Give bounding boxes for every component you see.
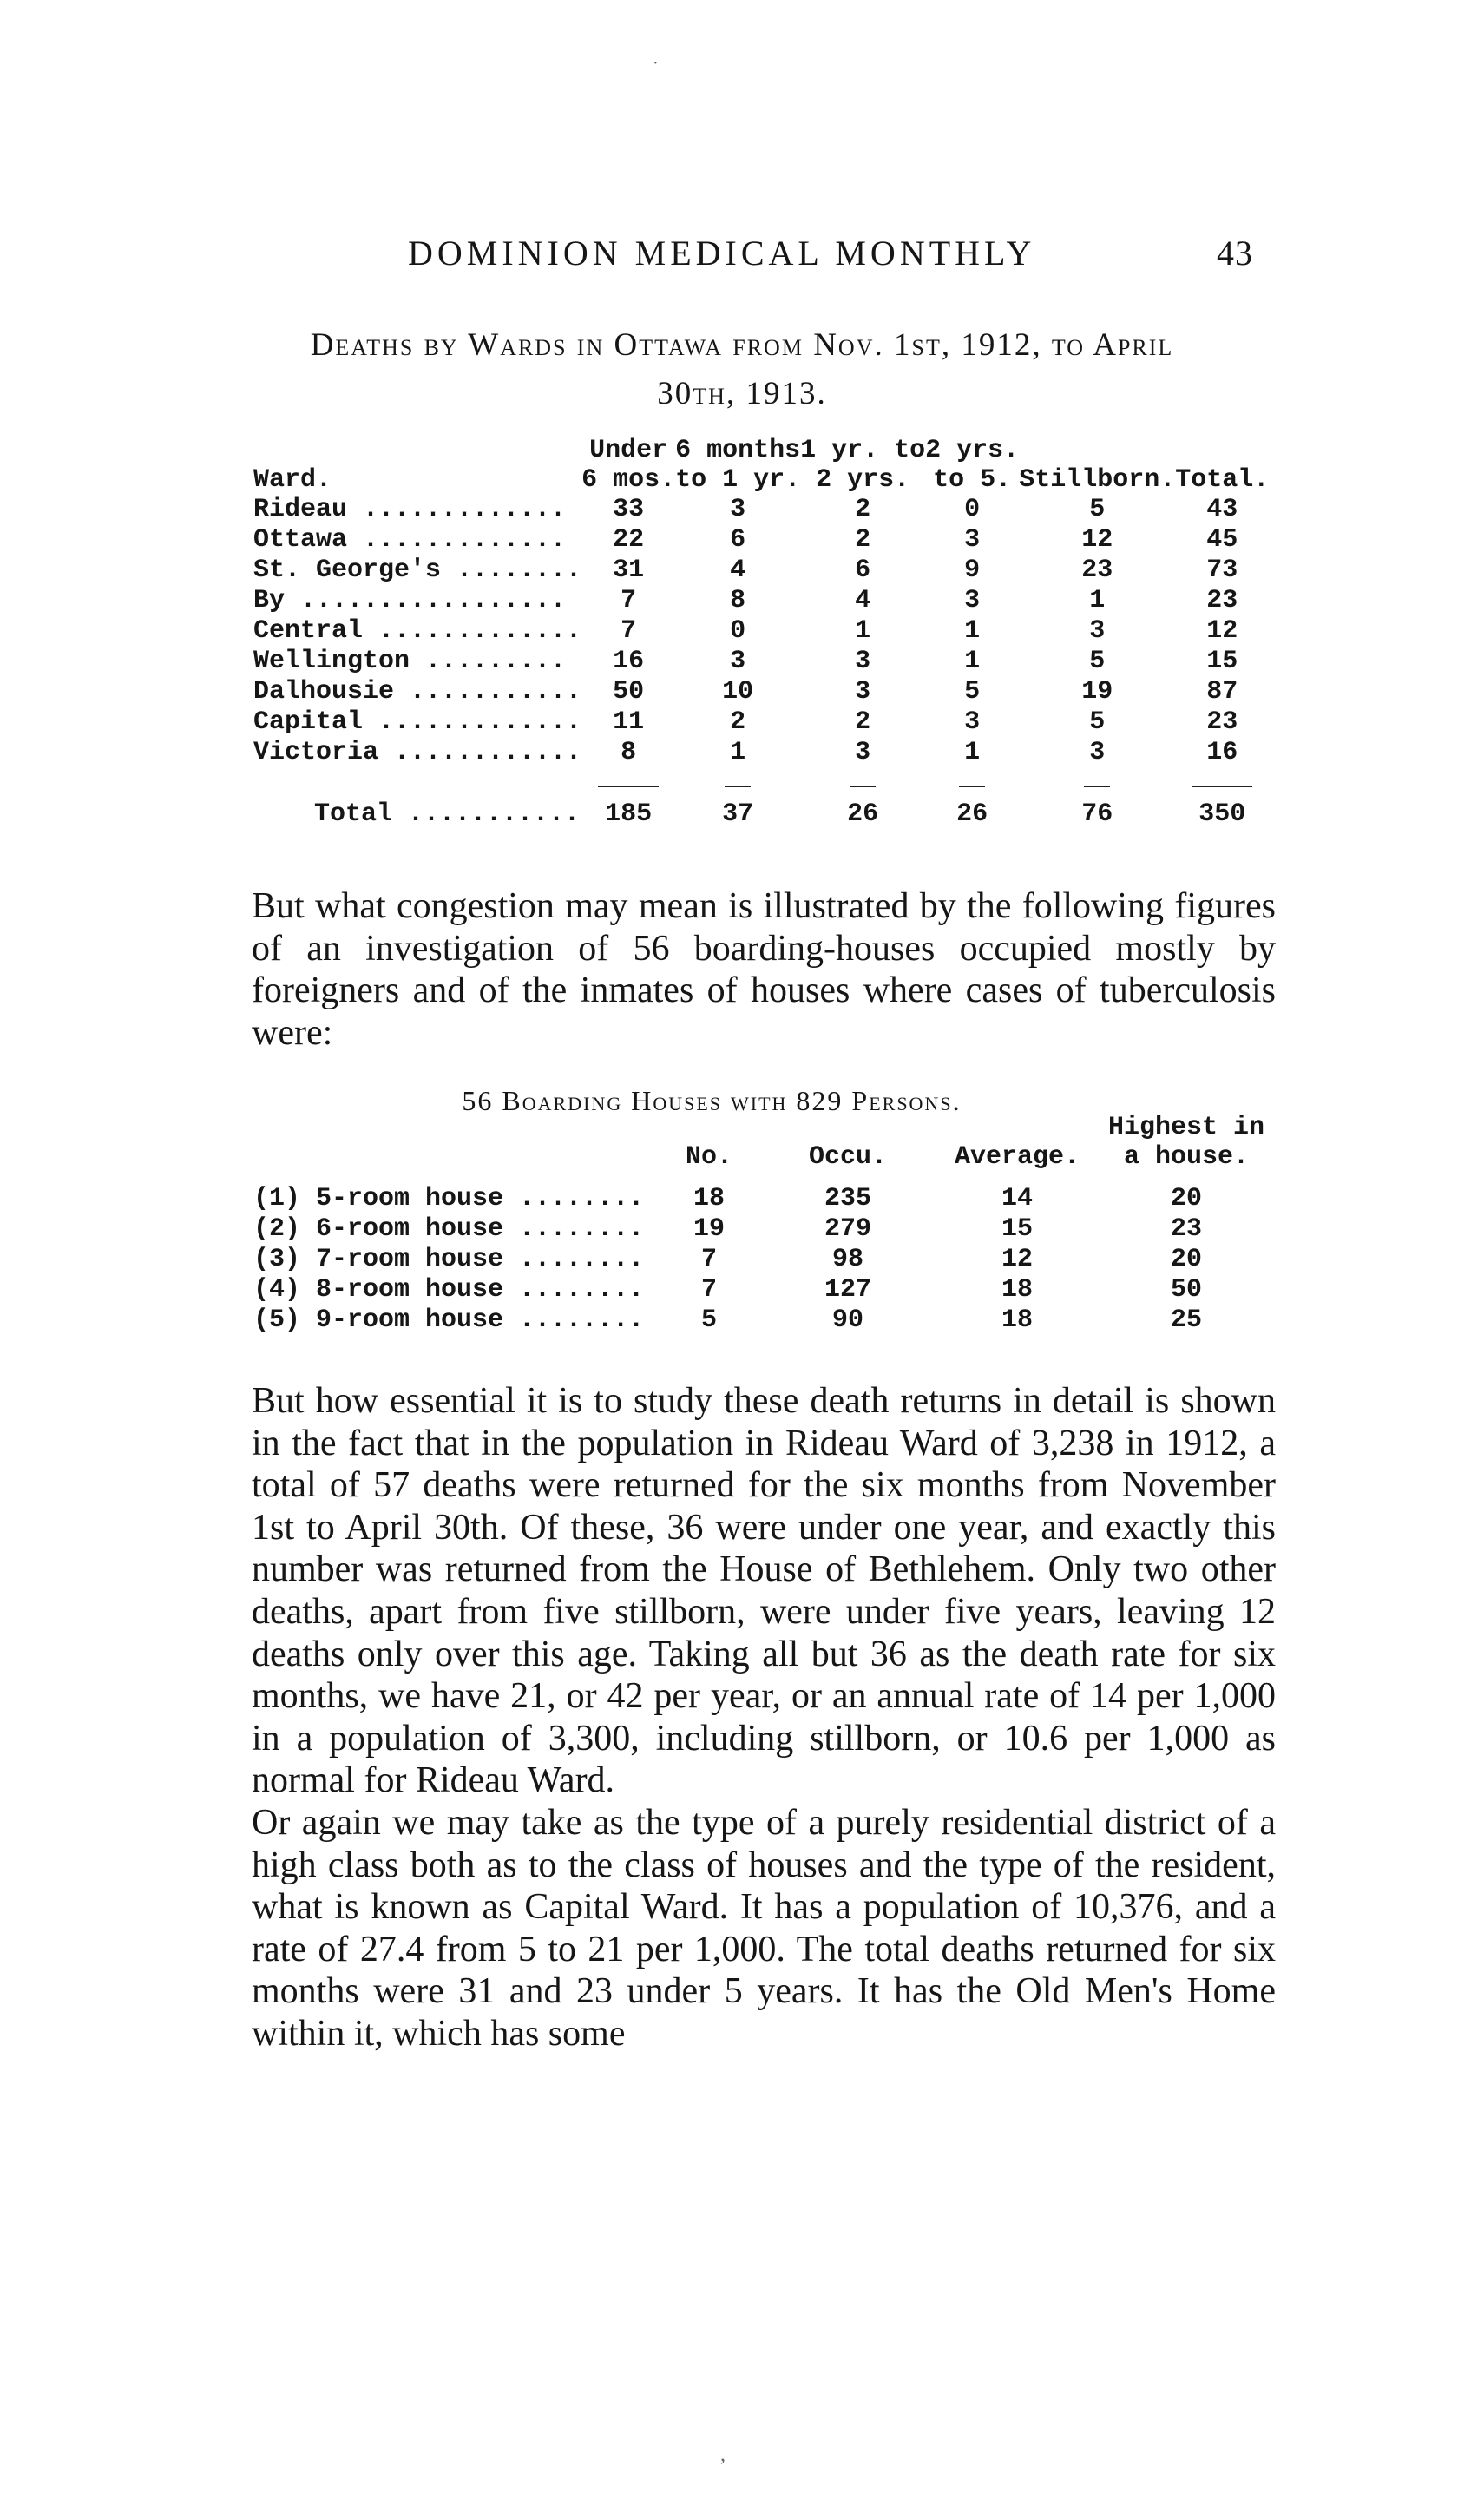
header-2yrs-line1: 2 yrs. [925,436,1020,465]
cell-stillborn: 1 [1089,586,1106,615]
table-row [253,1214,1277,1245]
header-2yrs-line2: to 5. [933,465,1012,495]
header-under-line1: Under [589,436,668,465]
cell-to5: 1 [964,616,981,646]
journal-title: DOMINION MEDICAL MONTHLY [408,233,1036,273]
cell-to5: 5 [964,677,981,707]
cell-under6: 50 [613,677,645,707]
ward-name: Ottawa ............. [253,525,567,555]
cell-total: 73 [1206,556,1238,585]
total-rule-row [253,768,1269,794]
table2-header-row2 [253,1142,1277,1172]
cell-stillborn: 5 [1089,647,1106,676]
paragraph-capital-ward: Or again we may take as the type of a purely residential district of a high class both as to the class of houses and the type of the resident, what is known as Capital Ward. It has a population of 10,376, and a rate of 27.4 from 5 to 21 per 1,000. The total deaths returned for six months were 31 and 23 under 5 years. It has the Old Men's Home within it, which has some [252,1802,1276,2054]
table1-total-row [253,794,1269,834]
table1-body [253,495,1269,768]
cell-stillborn: 23 [1081,556,1113,585]
table-row [253,525,1269,556]
total-rule [1084,786,1110,787]
total-to5: 26 [956,799,988,829]
cell-to5: 3 [964,707,981,737]
table2-header-row1 [253,1113,1277,1142]
cell-to5: 1 [964,738,981,767]
cell-to2: 1 [855,616,871,646]
cell-no: 5 [700,1305,717,1335]
paragraph-rideau-ward: But how essential it is to study these death returns in detail is shown in the fact that in the population in Rideau Ward of 3,238 in 1912, a total of 57 deaths were returned for the six months from November 1st to April 30th. Of these, 36 were under one year, and exactly this number was returned from the House of Bethlehem. Only two other deaths, apart from five stillborn, were under five years, leaving 12 deaths only over this age. Taking all but 36 as the death rate for six months, we have 21, or 42 per year, or an annual rate of 14 per 1,000 in a population of 3,300, including stillborn, or 10.6 per 1,000 as normal for Rideau Ward. [252,1381,1276,1801]
cell-to2: 4 [855,586,871,615]
body-text [252,1380,1276,2055]
cell-highest: 20 [1170,1245,1202,1274]
scan-speck: · [653,54,659,73]
cell-occu: 235 [824,1184,871,1213]
cell-total: 87 [1206,677,1238,707]
ward-name: By ................. [253,586,567,615]
header-under-line2: 6 mos. [581,465,676,495]
ward-name: Capital ............. [253,707,582,737]
cell-to1: 3 [730,647,746,676]
cell-total: 43 [1206,495,1238,524]
cell-under6: 7 [621,586,637,615]
house-type: (4) 8-room house ........ [253,1275,645,1305]
cell-average: 15 [1001,1214,1033,1244]
table-row [253,616,1269,647]
cell-to1: 4 [730,556,746,585]
cell-total: 16 [1206,738,1238,767]
cell-to5: 1 [964,647,981,676]
scan-speck: , [720,2443,726,2466]
house-type: (1) 5-room house ........ [253,1184,645,1213]
cell-under6: 22 [613,525,645,555]
cell-no: 7 [700,1275,717,1305]
cell-to5: 0 [964,495,981,524]
cell-highest: 50 [1170,1275,1202,1305]
table1-caption-line2: 30th, 1913. [657,376,827,411]
table1-caption-line1: Deaths by Wards in Ottawa from Nov. 1st, 1912, to April [310,327,1174,363]
page-number: 43 [1217,233,1253,273]
cell-average: 14 [1001,1184,1033,1213]
cell-occu: 127 [824,1275,871,1305]
table-row [253,1184,1277,1214]
header-highest-line2: a house. [1123,1142,1250,1172]
cell-stillborn: 12 [1081,525,1113,555]
cell-under6: 7 [621,616,637,646]
total-rule [850,786,876,787]
table-row [253,1275,1277,1305]
ward-name: Wellington ......... [253,647,567,676]
paragraph1-text: But what congestion may mean is illustrated by the following figures of an investigation of 56 boarding-houses occupied mostly by foreigners and of the inmates of houses where cases of tuberculosis were: [252,886,1276,1053]
cell-total: 23 [1206,707,1238,737]
header-no: No. [685,1142,732,1172]
cell-to1: 0 [730,616,746,646]
boarding-houses-table [253,1113,1277,1336]
cell-stillborn: 3 [1089,616,1106,646]
cell-to2: 3 [855,677,871,707]
table2-spacer [253,1172,1277,1184]
cell-no: 7 [700,1245,717,1274]
total-rule [1192,786,1252,787]
header-average: Average. [954,1142,1080,1172]
total-to1: 37 [722,799,754,829]
cell-to2: 3 [855,647,871,676]
table1-header-row2 [253,465,1269,495]
house-type: (2) 6-room house ........ [253,1214,645,1244]
cell-stillborn: 5 [1089,707,1106,737]
cell-to2: 3 [855,738,871,767]
cell-total: 45 [1206,525,1238,555]
total-under6: 185 [605,799,653,829]
total-rule [725,786,751,787]
cell-to1: 10 [722,677,754,707]
house-type: (3) 7-room house ........ [253,1245,645,1274]
cell-under6: 31 [613,556,645,585]
total-stillborn: 76 [1081,799,1113,829]
cell-highest: 23 [1170,1214,1202,1244]
cell-stillborn: 3 [1089,738,1106,767]
table-row [253,677,1269,707]
cell-occu: 98 [831,1245,863,1274]
total-rule [598,786,659,787]
cell-no: 18 [693,1184,725,1213]
header-stillborn: Stillborn. [1019,465,1176,495]
cell-to1: 8 [730,586,746,615]
ward-name: Victoria ............ [253,738,582,767]
table1-header-row1 [253,436,1269,465]
cell-under6: 33 [613,495,645,524]
cell-highest: 20 [1170,1184,1202,1213]
header-6months-line1: 6 months [675,436,801,465]
cell-to1: 1 [730,738,746,767]
cell-to5: 3 [964,525,981,555]
cell-total: 23 [1206,586,1238,615]
table-row [253,495,1269,525]
cell-to5: 9 [964,556,981,585]
table2-caption: 56 Boarding Houses with 829 Persons. [462,1085,962,1116]
cell-highest: 25 [1170,1305,1202,1335]
cell-to2: 2 [855,525,871,555]
cell-to5: 3 [964,586,981,615]
cell-to2: 2 [855,495,871,524]
total-total: 350 [1198,799,1246,829]
header-1yr-line1: 1 yr. to [800,436,926,465]
table-row [253,1305,1277,1336]
table-row [253,556,1269,586]
total-to2: 26 [847,799,879,829]
ward-name: Central ............. [253,616,582,646]
cell-average: 18 [1001,1305,1033,1335]
table1-caption [174,321,1310,418]
cell-to2: 2 [855,707,871,737]
header-1yr-line2: 2 yrs. [816,465,910,495]
cell-under6: 16 [613,647,645,676]
cell-total: 15 [1206,647,1238,676]
paragraph-congestion [252,885,1276,1054]
ward-name: Rideau ............. [253,495,567,524]
cell-no: 19 [693,1214,725,1244]
table-row [253,647,1269,677]
total-label: Total ........... [314,799,581,829]
cell-total: 12 [1206,616,1238,646]
table-row [253,738,1269,768]
header-ward: Ward. [253,465,332,495]
cell-under6: 11 [613,707,645,737]
cell-average: 18 [1001,1275,1033,1305]
header-6months-line2: to 1 yr. [675,465,801,495]
cell-occu: 90 [831,1305,863,1335]
cell-average: 12 [1001,1245,1033,1274]
ward-name: Dalhousie ........... [253,677,582,707]
cell-to2: 6 [855,556,871,585]
header-occu: Occu. [808,1142,887,1172]
cell-to1: 6 [730,525,746,555]
table-row [253,586,1269,616]
cell-stillborn: 19 [1081,677,1113,707]
deaths-by-ward-table [253,436,1269,834]
cell-to1: 3 [730,495,746,524]
table-row [253,707,1269,738]
ward-name: St. George's ........ [253,556,582,585]
header-total: Total. [1175,465,1270,495]
cell-to1: 2 [730,707,746,737]
table-row [253,1245,1277,1275]
cell-under6: 8 [621,738,637,767]
house-type: (5) 9-room house ........ [253,1305,645,1335]
cell-occu: 279 [824,1214,871,1244]
total-rule [959,786,985,787]
cell-stillborn: 5 [1089,495,1106,524]
header-highest-line1: Highest in [1107,1113,1265,1142]
